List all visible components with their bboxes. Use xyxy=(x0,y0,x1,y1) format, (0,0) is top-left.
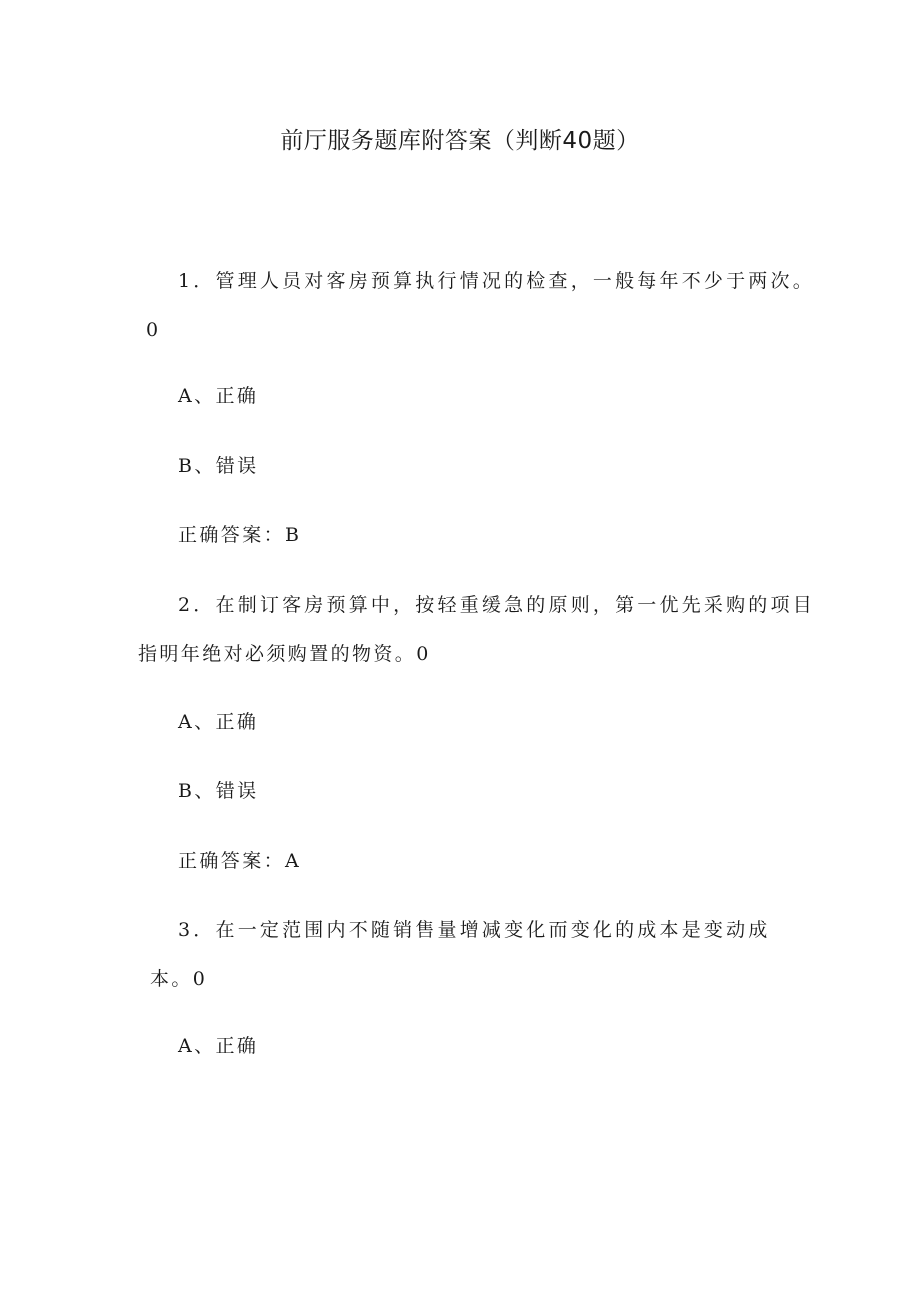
question-3-text-line1: 3．在一定范围内不随销售量增减变化而变化的成本是变动成 xyxy=(178,919,771,941)
question-2-text-line1: 2．在制订客房预算中，按轻重缓急的原则，第一优先采购的项目 xyxy=(178,594,815,616)
question-3-text-line2: 本。0 xyxy=(150,968,208,990)
question-2-option-a: A、正确 xyxy=(178,711,259,733)
document-title: 前厅服务题库附答案（判断40题） xyxy=(280,128,640,154)
question-1-option-a: A、正确 xyxy=(178,385,259,407)
question-1-text-line2: 0 xyxy=(146,319,161,341)
question-2-answer: 正确答案：A xyxy=(178,850,302,872)
question-2-text-line2: 指明年绝对必须购置的物资。0 xyxy=(138,643,431,665)
question-3-option-a: A、正确 xyxy=(178,1035,259,1057)
question-1-answer: 正确答案：B xyxy=(178,524,302,546)
question-1-text-line1: 1．管理人员对客房预算执行情况的检查，一般每年不少于两次。 xyxy=(178,270,815,292)
question-2-option-b: B、错误 xyxy=(178,780,259,802)
question-1-option-b: B、错误 xyxy=(178,455,259,477)
